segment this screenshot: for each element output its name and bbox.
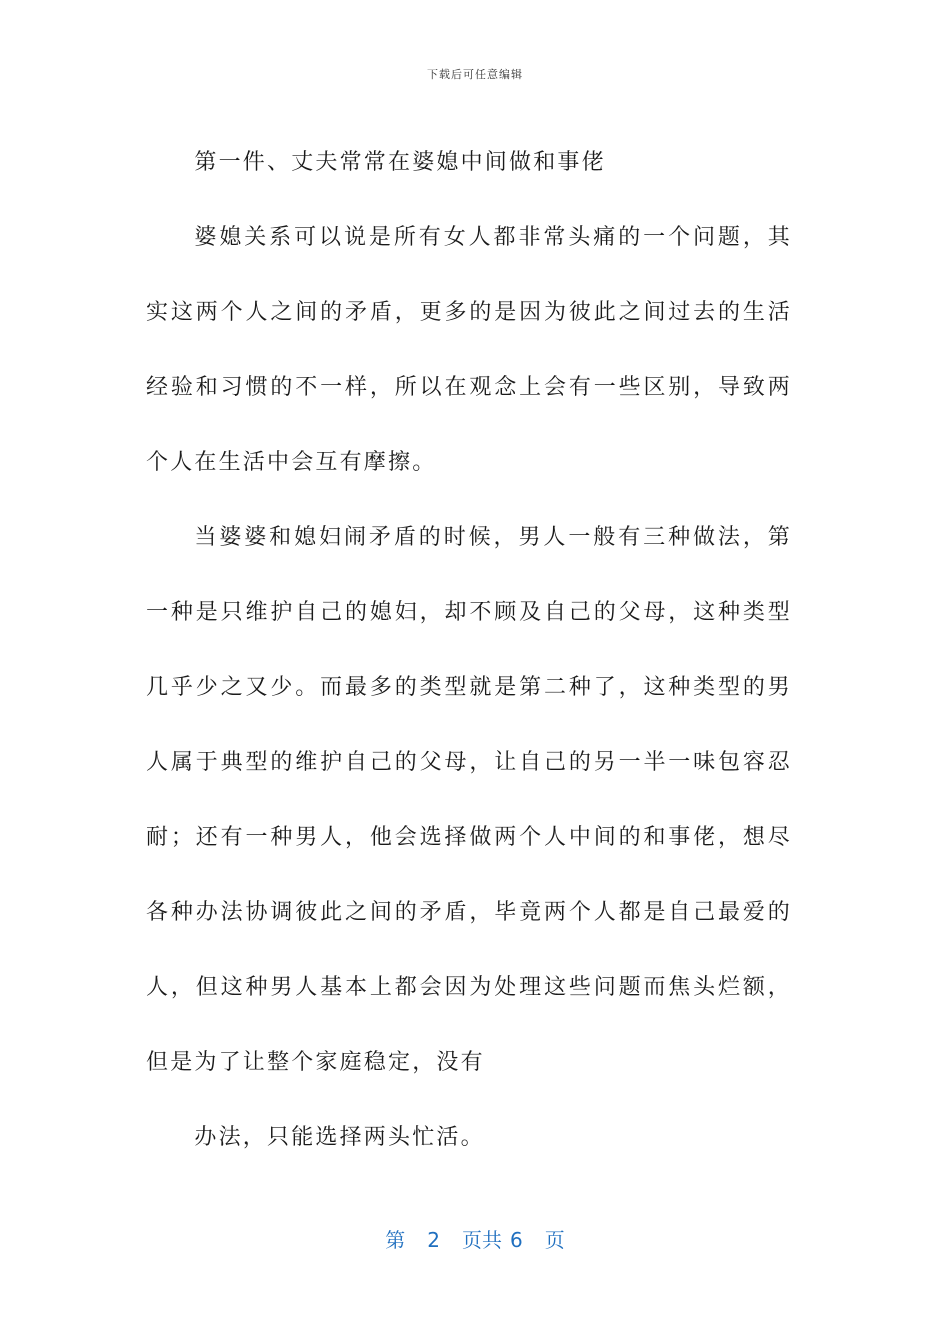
page-header: 下载后可任意编辑	[427, 68, 523, 81]
paragraph-1: 婆媳关系可以说是所有女人都非常头痛的一个问题，其实这两个人之间的矛盾，更多的是因为彼此之间过去的生活经验和习惯的不一样，所以在观念上会有一些区别，导致两个人在生活中会互有摩擦。	[146, 225, 792, 475]
footer-total-pages: 6	[510, 1228, 523, 1252]
page-footer	[0, 1224, 950, 1253]
document-body	[146, 125, 792, 1175]
footer-label-end: 页	[544, 1228, 565, 1252]
footer-label-page: 第	[385, 1228, 406, 1252]
paragraph-2: 当婆婆和媳妇闹矛盾的时候，男人一般有三种做法，第一种是只维护自己的媳妇，却不顾及自己的父母，这种类型几乎少之又少。而最多的类型就是第二种了，这种类型的男人属于典型的维护自己的父母，让自己的另一半一味包容忍耐；还有一种男人，他会选择做两个人中间的和事佬，想尽各种办法协调彼此之间的矛盾，毕竟两个人都是自己最爱的人，但这种男人基本上都会因为处理这些问题而焦头烂额，但是为了让整个家庭稳定，没有	[146, 525, 792, 1075]
section-heading: 第一件、丈夫常常在婆媳中间做和事佬	[194, 150, 606, 175]
footer-label-of: 页共	[462, 1228, 502, 1252]
paragraph-3: 办法，只能选择两头忙活。	[194, 1125, 485, 1150]
footer-current-page: 2	[427, 1228, 440, 1252]
